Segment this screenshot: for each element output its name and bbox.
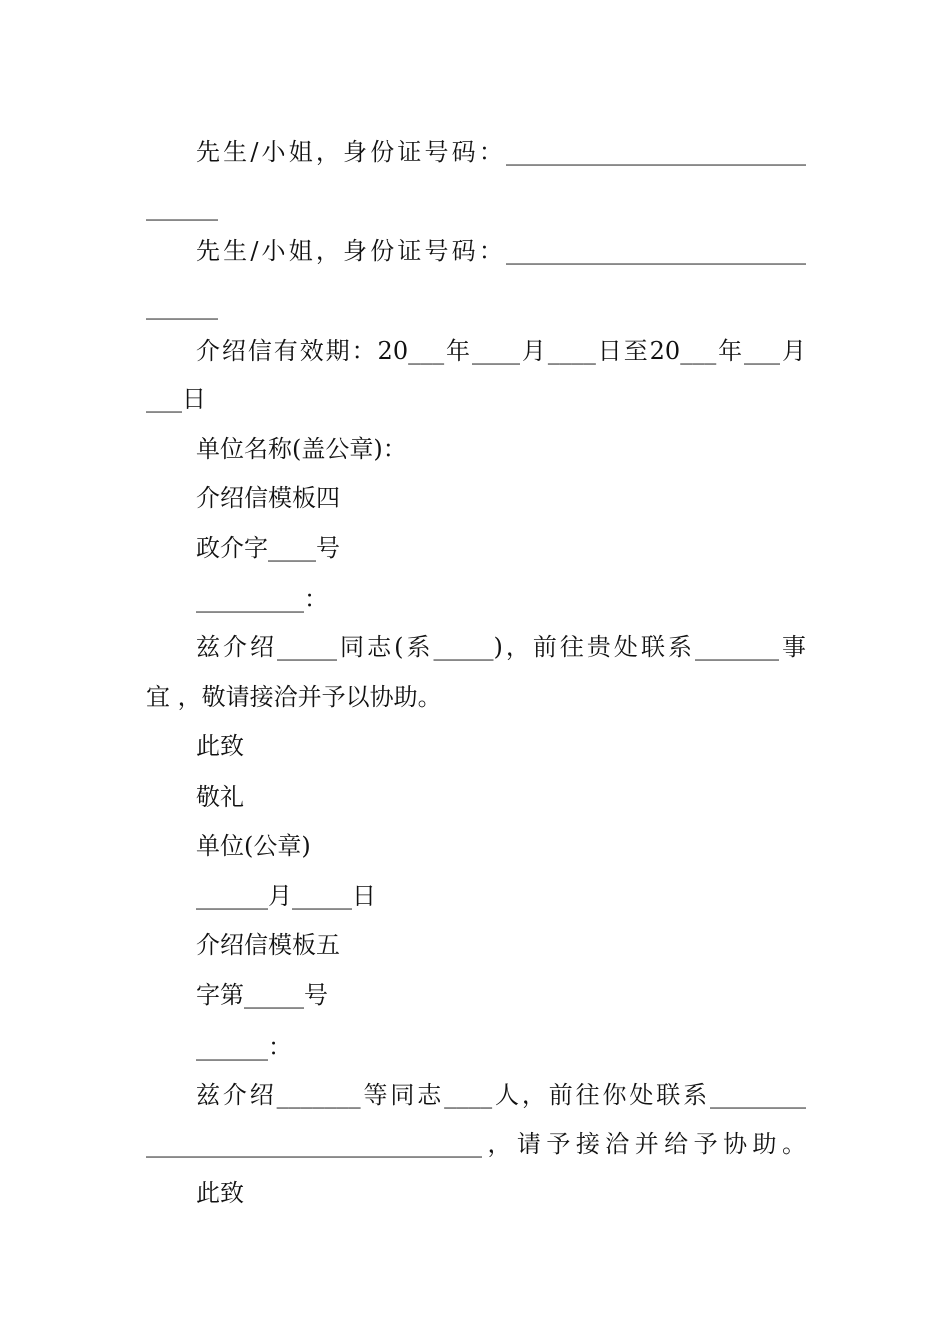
- introduction-paragraph-line-2: 宜 ，敬请接洽并予以协助。: [146, 683, 442, 711]
- date-line: ______月_____日: [196, 882, 376, 910]
- template-five-heading: 介绍信模板五: [196, 931, 340, 959]
- closing-jingli: 敬礼: [196, 783, 244, 811]
- id-number-line-1: 先生/小姐，身份证号码：_________________________: [196, 138, 806, 166]
- recipient-line: _________：: [196, 585, 328, 613]
- document-number-line: 政介字____号: [196, 534, 340, 562]
- validity-period-line: 介绍信有效期：20___年____月____日至20___年___月: [196, 337, 806, 365]
- document-number-line-2: 字第_____号: [196, 981, 328, 1009]
- recipient-line-2: ______：: [196, 1033, 292, 1061]
- introduction-paragraph-2-line-1: 兹介绍_______等同志____人，前往你处联系________: [196, 1081, 806, 1109]
- introduction-paragraph-2-line-2: ____________________________，请予接洽并给予协助。: [146, 1130, 806, 1158]
- unit-name-seal-line: 单位名称(盖公章)：: [196, 435, 407, 463]
- closing-cizhi: 此致: [196, 732, 244, 760]
- id-number-line-2: 先生/小姐，身份证号码：_________________________: [196, 237, 806, 265]
- id-number-line-2-continued: ______: [146, 292, 218, 320]
- unit-seal-line: 单位(公章): [196, 832, 311, 860]
- closing-cizhi-2: 此致: [196, 1179, 244, 1207]
- validity-period-continued: ___日: [146, 385, 206, 413]
- id-number-line-1-continued: ______: [146, 193, 218, 221]
- introduction-paragraph-line-1: 兹介绍_____同志(系_____)，前往贵处联系_______事: [196, 633, 806, 661]
- template-four-heading: 介绍信模板四: [196, 484, 340, 512]
